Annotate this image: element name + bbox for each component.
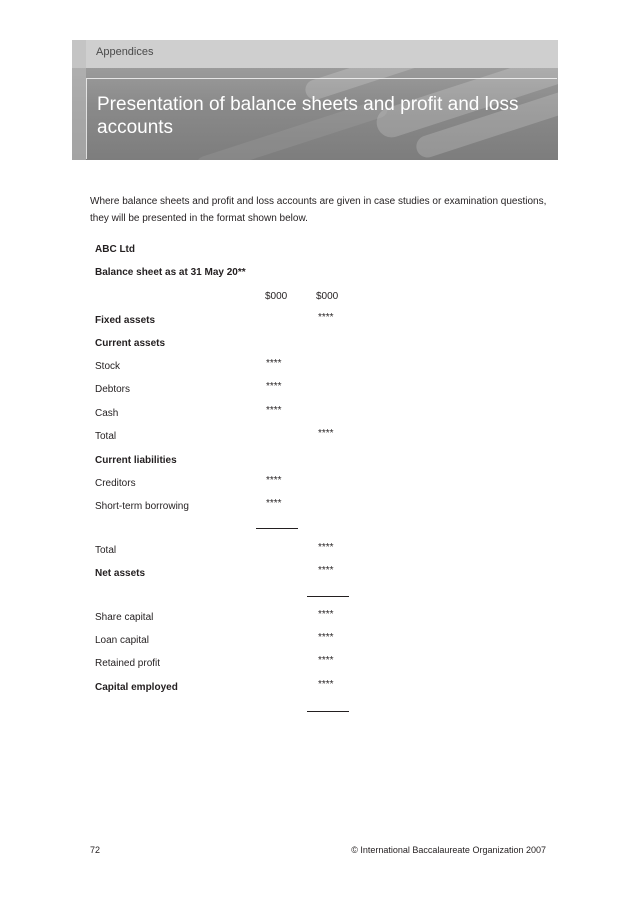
row-label: Fixed assets xyxy=(95,315,156,326)
row-label: Share capital xyxy=(95,612,154,623)
row-col1-value: **** xyxy=(266,498,282,509)
row-col2-value: **** xyxy=(318,312,334,323)
row-label: Retained profit xyxy=(95,658,161,669)
row-col1-value: **** xyxy=(266,381,282,392)
col1-header: $000 xyxy=(265,291,288,302)
col2-header: $000 xyxy=(316,291,339,302)
page-title: Presentation of balance sheets and profit and loss accounts xyxy=(97,94,519,138)
title-frame xyxy=(86,78,557,159)
row-col1-value: **** xyxy=(266,405,282,416)
page-number: 72 xyxy=(90,845,101,855)
subtotal-rule xyxy=(256,528,298,529)
row-col2-value: **** xyxy=(318,655,334,666)
row-label: Current assets xyxy=(95,338,166,349)
company-name: ABC Ltd xyxy=(95,244,135,255)
row-label: Net assets xyxy=(95,568,146,579)
copyright: © International Baccalaureate Organization 2007 xyxy=(351,845,546,855)
row-label: Debtors xyxy=(95,384,131,395)
row-col1-value: **** xyxy=(266,358,282,369)
header-left-strip xyxy=(72,40,86,160)
row-label: Creditors xyxy=(95,478,136,489)
row-label: Loan capital xyxy=(95,635,149,646)
intro-paragraph: Where balance sheets and profit and loss accounts are given in case studies or examination questions, they will be presented in the format shown below. xyxy=(90,196,547,224)
row-col2-value: **** xyxy=(318,565,334,576)
header-banner xyxy=(72,40,558,160)
row-col2-value: **** xyxy=(318,632,334,643)
row-col2-value: **** xyxy=(318,609,334,620)
statement-heading: Balance sheet as at 31 May 20** xyxy=(95,267,246,278)
row-col2-value: **** xyxy=(318,679,334,690)
net-assets-rule xyxy=(307,596,349,597)
row-col1-value: **** xyxy=(266,475,282,486)
section-label: Appendices xyxy=(96,46,154,58)
row-label: Total xyxy=(95,545,117,556)
row-label: Capital employed xyxy=(95,682,178,693)
row-label: Cash xyxy=(95,408,119,419)
row-label: Current liabilities xyxy=(95,455,177,466)
row-label: Total xyxy=(95,431,117,442)
capital-rule xyxy=(307,711,349,712)
row-label: Stock xyxy=(95,361,121,372)
row-col2-value: **** xyxy=(318,428,334,439)
row-label: Short-term borrowing xyxy=(95,501,189,512)
row-col2-value: **** xyxy=(318,542,334,553)
